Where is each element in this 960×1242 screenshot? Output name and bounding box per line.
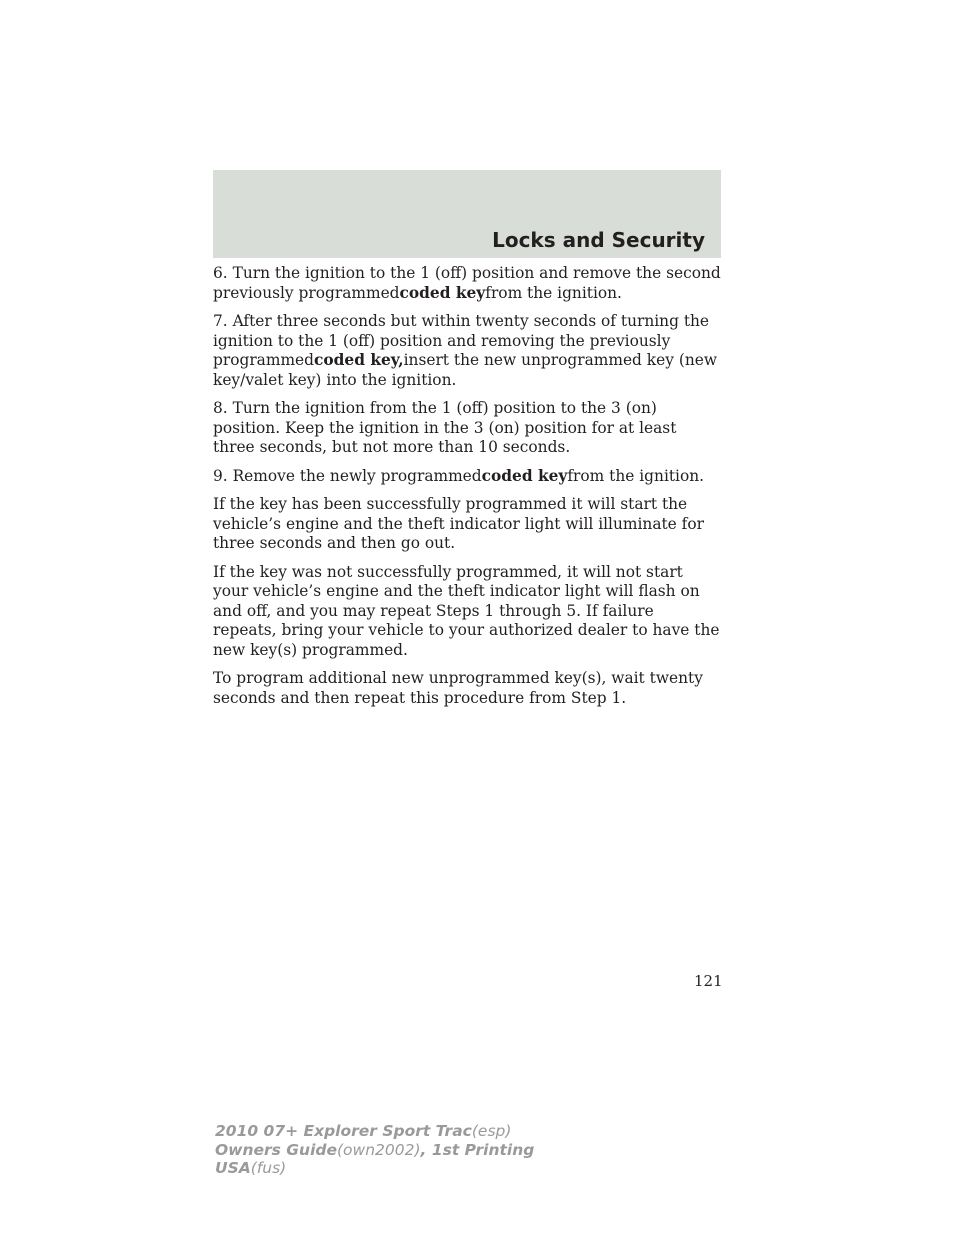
page-number: 121 [694,972,723,990]
footer-line-1 [215,1122,534,1141]
section-header-band [213,170,721,258]
footer-model: 2010 07+ Explorer Sport Trac [215,1122,472,1140]
step-9-bold-term: coded key [481,466,568,485]
footer-market-code: (fus) [250,1159,287,1177]
footer-line-2 [215,1141,534,1160]
step-9-paragraph [213,467,721,487]
step-6-text: 6. Turn the ignition to the 1 (off) position and remove the second previously programmed [213,264,721,302]
footer-printing: , 1st Printing [420,1140,535,1159]
footer-market: USA [215,1159,251,1177]
section-title: Locks and Security [492,228,705,252]
footer-line-3 [215,1159,534,1178]
footer-model-code: (esp) [471,1122,512,1140]
footer-guide-code: (own2002) [337,1140,421,1159]
step-7-text-end: insert the new unprogrammed key (new key/valet key) into the ignition. [213,351,718,389]
step-7-text: 7. After three seconds but within twenty seconds of turning the ignition to the 1 (off) position and removing the previously programmed [213,312,710,369]
step-9-text: 9. Remove the newly programmed [213,466,482,485]
additional-keys-paragraph: To program additional new unprogrammed key(s), wait twenty seconds and then repeat this procedure from Step 1. [213,669,703,707]
success-paragraph: If the key has been successfully programmed it will start the vehicle’s engine and the theft indicator light will illuminate for three seconds and then go out. [213,495,704,552]
footer-guide: Owners Guide [215,1140,337,1159]
footer-print-info [215,1122,534,1178]
step-7-paragraph [213,312,721,390]
step-6-text-end: from the ignition. [485,283,622,302]
failure-paragraph: If the key was not successfully programmed, it will not start your vehicle’s engine and the theft indicator light will flash on and off, and you may repeat Steps 1 through 5. If failure repeats, bring your vehicle to your authorized dealer to have the new key(s) programmed. [213,562,720,659]
step-9-text-end: from the ignition. [567,466,705,485]
step-7-bold-term: coded key, [314,351,404,369]
page-content [213,264,721,717]
step-6-bold-term: coded key [399,283,486,302]
step-8-paragraph: 8. Turn the ignition from the 1 (off) position to the 3 (on) position. Keep the ignition in the 3 (on) position for at least three seconds, but not more than 10 seconds. [213,399,677,456]
step-6-paragraph [213,264,721,303]
